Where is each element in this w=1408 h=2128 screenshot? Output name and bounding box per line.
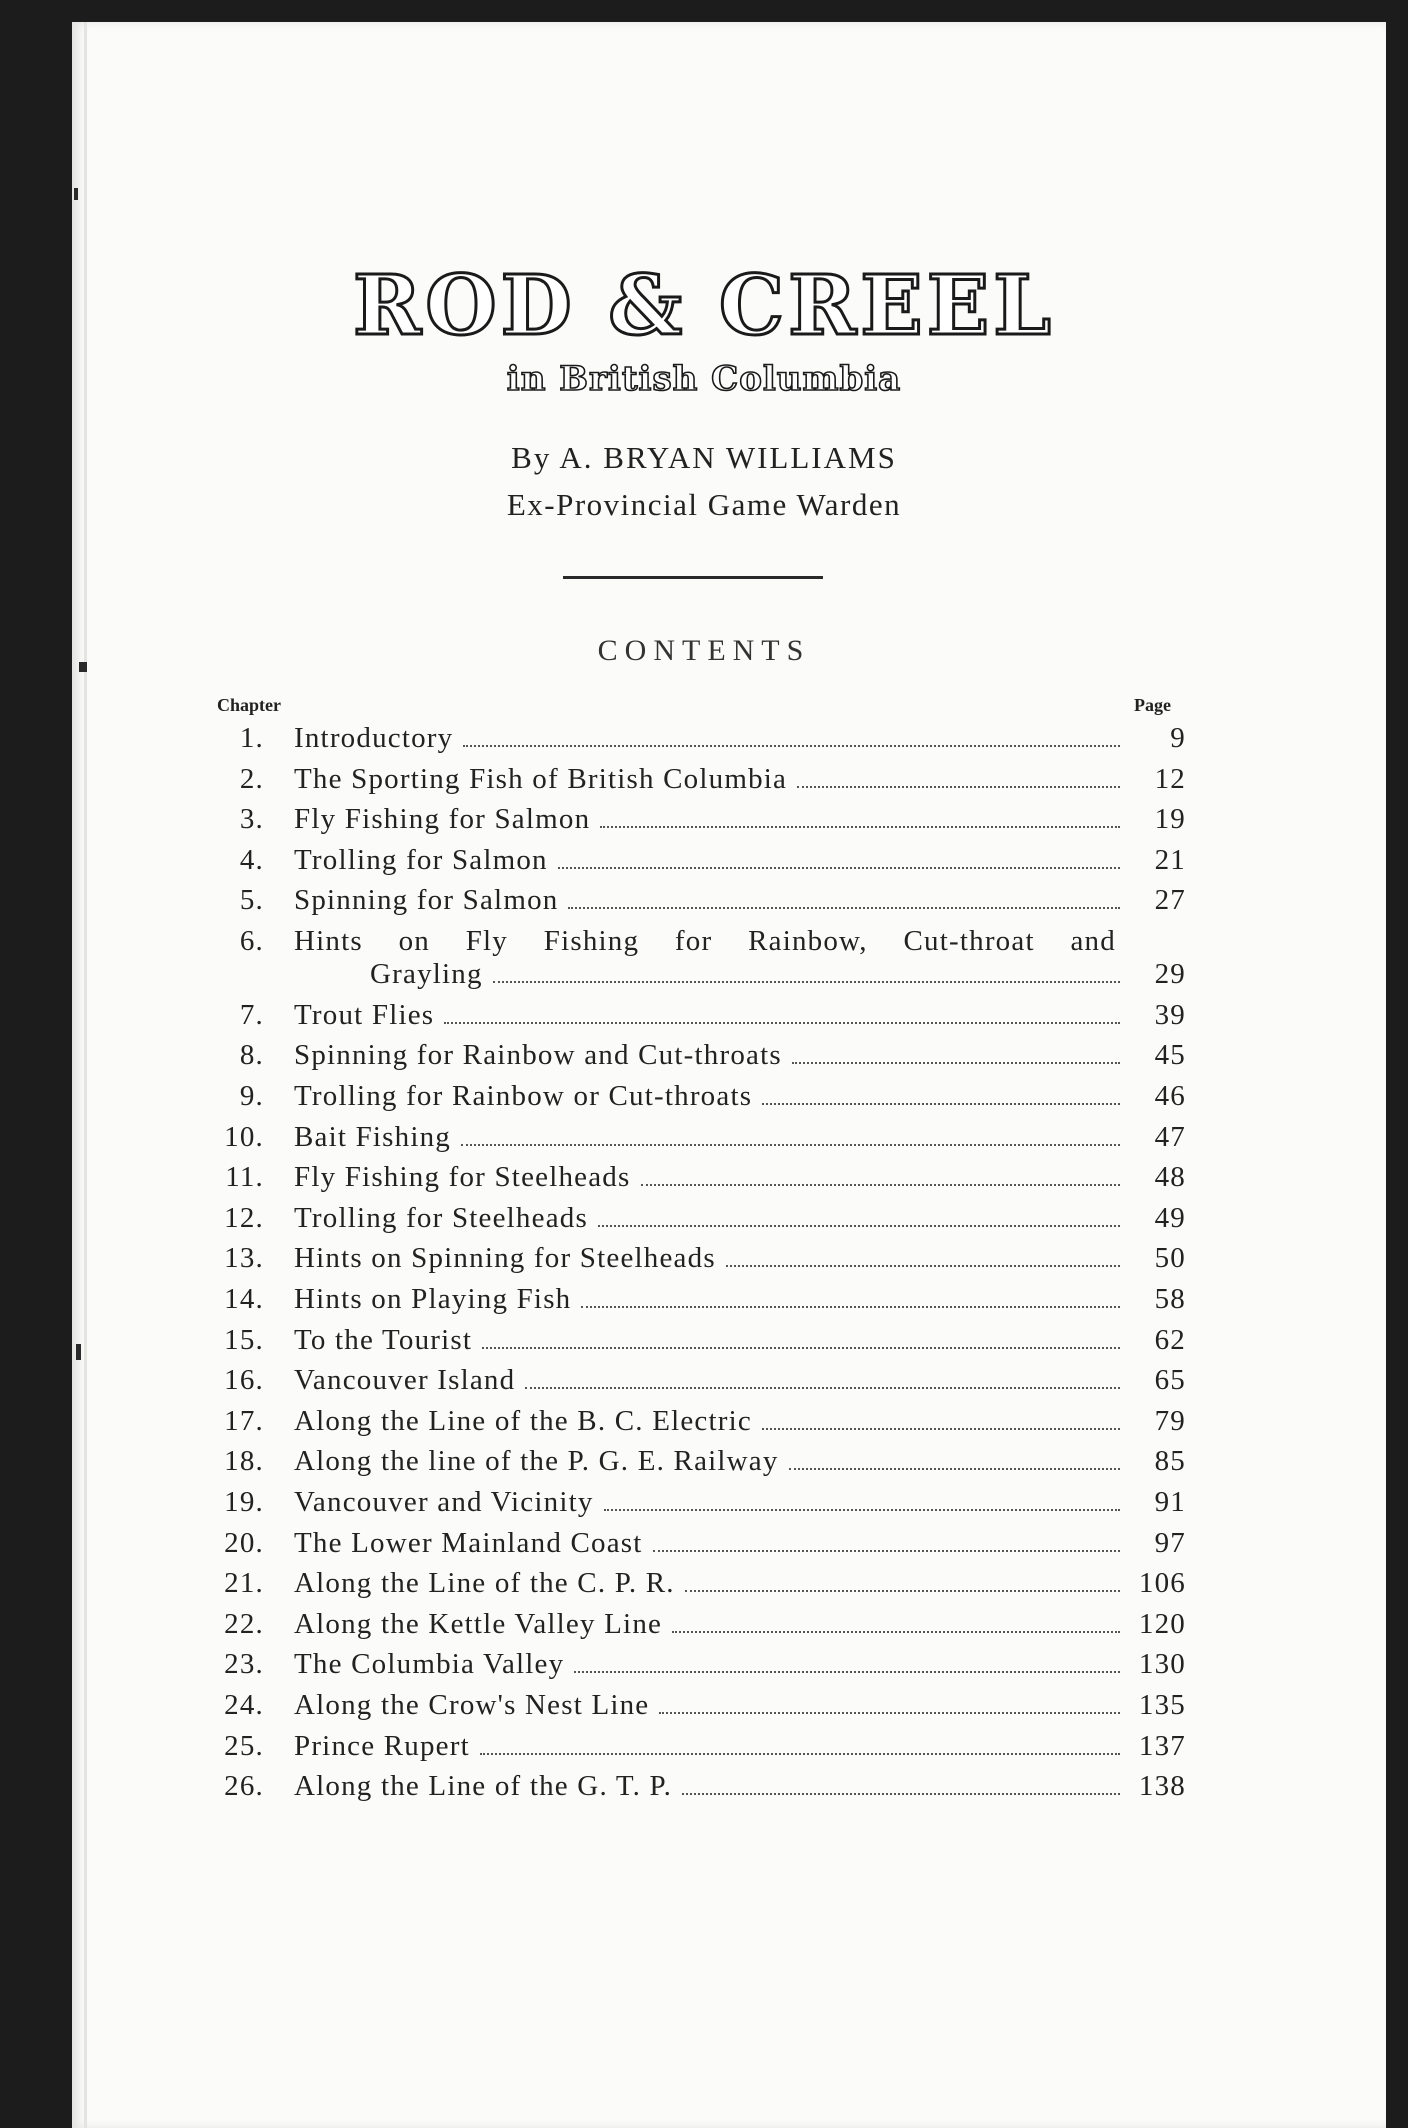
chapter-title-text: Trolling for Rainbow or Cut-throats — [294, 1080, 753, 1113]
dot-leader — [672, 1631, 1120, 1633]
page-number: 46 — [1154, 1080, 1186, 1113]
chapter-title-text: Along the Kettle Valley Line — [294, 1607, 663, 1640]
contents-heading: CONTENTS — [597, 634, 811, 667]
chapter-title-text: To the Tourist — [294, 1323, 473, 1356]
toc-entry — [0, 1401, 1408, 1441]
dot-leader — [574, 1671, 1120, 1673]
chapter-title — [294, 1238, 1120, 1278]
toc-entry — [0, 799, 1408, 839]
chapter-title-text: Trout Flies — [294, 998, 435, 1031]
dot-leader — [525, 1387, 1120, 1389]
page-number: 62 — [1154, 1323, 1186, 1356]
chapter-number: 15. — [224, 1323, 264, 1356]
chapter-title-text: Along the Line of the B. C. Electric — [294, 1404, 752, 1437]
toc-entry — [0, 1482, 1408, 1522]
chapter-title — [294, 759, 1120, 799]
dot-leader — [493, 981, 1120, 983]
chapter-number: 1. — [239, 722, 264, 754]
chapter-number: 7. — [239, 998, 264, 1031]
chapter-title-text: Introductory — [294, 722, 454, 754]
chapter-number: 16. — [224, 1364, 264, 1397]
toc-entry — [0, 1766, 1408, 1806]
chapter-title — [294, 799, 1120, 839]
chapter-number: 14. — [224, 1283, 264, 1316]
chapter-title — [294, 880, 1120, 920]
author-line: By A. BRYAN WILLIAMS — [511, 440, 897, 475]
chapter-number: 9. — [239, 1080, 264, 1113]
dot-leader — [568, 907, 1120, 909]
chapter-title — [294, 1279, 1120, 1319]
page-number: 45 — [1154, 1039, 1186, 1072]
chapter-title — [294, 1726, 1120, 1766]
page-number: 137 — [1138, 1729, 1186, 1762]
toc-entry — [0, 1523, 1408, 1563]
chapter-title — [294, 1482, 1120, 1522]
author-title: Ex-Provincial Game Warden — [506, 487, 902, 522]
toc-entry — [0, 880, 1408, 920]
chapter-title-text: Bait Fishing — [294, 1120, 452, 1153]
chapter-title-text: Along the Line of the G. T. P. — [294, 1770, 673, 1803]
toc-entry — [0, 759, 1408, 799]
book-title: ROD & CREEL — [353, 258, 1055, 354]
chapter-title-text: Spinning for Salmon — [294, 884, 559, 917]
page-number: 9 — [1170, 722, 1186, 754]
chapter-title — [294, 1320, 1120, 1360]
page-number: 106 — [1138, 1567, 1186, 1600]
chapter-number: 17. — [224, 1404, 264, 1437]
chapter-number: 8. — [239, 1039, 264, 1072]
chapter-title-text: Along the Crow's Nest Line — [294, 1689, 650, 1722]
chapter-number: 11. — [225, 1161, 264, 1194]
chapter-title-text: Trolling for Salmon — [294, 843, 548, 876]
chapter-title-word: Cut-throat — [903, 925, 1035, 957]
chapter-title — [294, 1441, 1120, 1481]
toc-entry — [0, 718, 1408, 758]
toc-entry — [0, 1279, 1408, 1319]
chapter-title-text: Hints on Spinning for Steelheads — [294, 1242, 716, 1275]
dot-leader — [641, 1184, 1121, 1186]
dot-leader — [461, 1144, 1120, 1146]
chapter-title — [294, 1523, 1120, 1563]
chapter-number: 13. — [224, 1242, 264, 1275]
chapter-number: 21. — [224, 1567, 264, 1600]
chapter-number: 10. — [224, 1120, 264, 1153]
chapter-title-text: The Lower Mainland Coast — [294, 1526, 643, 1559]
page-number: 19 — [1154, 803, 1186, 836]
page-number: 12 — [1154, 762, 1186, 795]
dot-leader — [789, 1468, 1120, 1470]
chapter-number: 22. — [224, 1607, 264, 1640]
toc-entry — [0, 995, 1408, 1035]
chapter-title-word: Rainbow, — [748, 925, 868, 957]
chapter-title-word: and — [1070, 925, 1116, 957]
dot-leader — [558, 867, 1120, 869]
chapter-title-text: Trolling for Steelheads — [294, 1201, 588, 1234]
chapter-number: 25. — [224, 1729, 264, 1762]
chapter-title — [294, 1198, 1120, 1238]
page-number: 58 — [1154, 1283, 1186, 1316]
page-number: 48 — [1154, 1161, 1186, 1194]
divider-rule — [563, 576, 823, 579]
gutter-mark — [74, 188, 78, 200]
chapter-number: 20. — [224, 1526, 264, 1559]
chapter-title — [294, 1157, 1120, 1197]
chapter-title — [294, 840, 1120, 880]
dot-leader — [463, 745, 1120, 747]
toc-entry — [0, 1238, 1408, 1278]
chapter-title-text: Along the line of the P. G. E. Railway — [294, 1445, 779, 1478]
dot-leader — [581, 1306, 1120, 1308]
chapter-number: 4. — [239, 843, 264, 876]
chapter-title — [294, 1644, 1120, 1684]
chapter-title-text: Vancouver Island — [294, 1364, 516, 1397]
toc-entry — [0, 1644, 1408, 1684]
dot-leader — [685, 1590, 1120, 1592]
dot-leader — [726, 1265, 1120, 1267]
chapter-number: 18. — [224, 1445, 264, 1478]
chapter-title-line2 — [370, 954, 1120, 994]
chapter-title-text: The Sporting Fish of British Columbia — [294, 762, 788, 795]
dot-leader — [797, 786, 1120, 788]
chapter-number: 19. — [224, 1486, 264, 1519]
dot-leader — [762, 1428, 1120, 1430]
dot-leader — [600, 826, 1120, 828]
chapter-number: 26. — [224, 1770, 264, 1803]
chapter-title-text: Grayling — [370, 958, 483, 991]
chapter-number: 5. — [239, 884, 264, 917]
toc-entry — [0, 1685, 1408, 1725]
chapter-title — [294, 1685, 1120, 1725]
dot-leader — [604, 1509, 1120, 1511]
chapter-title-word: Fishing — [543, 925, 640, 957]
chapter-title — [294, 1117, 1120, 1157]
chapter-title-word: for — [674, 925, 713, 957]
page-number: 138 — [1138, 1770, 1186, 1803]
dot-leader — [792, 1062, 1120, 1064]
toc-entry — [0, 1035, 1408, 1075]
page-number: 135 — [1138, 1689, 1186, 1722]
chapter-title — [294, 1076, 1120, 1116]
chapter-column-label: Chapter — [217, 695, 281, 715]
dot-leader — [659, 1712, 1120, 1714]
dot-leader — [482, 1347, 1120, 1349]
page-number: 79 — [1154, 1404, 1186, 1437]
toc-entry — [0, 1198, 1408, 1238]
page-number: 21 — [1154, 843, 1186, 876]
page-number: 120 — [1138, 1607, 1186, 1640]
page-number: 91 — [1154, 1486, 1186, 1519]
toc-entry-continued — [0, 954, 1408, 994]
toc-entry — [0, 1320, 1408, 1360]
page-column-label: Page — [1134, 695, 1171, 715]
chapter-number: 24. — [224, 1689, 264, 1722]
dot-leader — [598, 1225, 1120, 1227]
page-number: 47 — [1154, 1120, 1186, 1153]
chapter-number: 3. — [239, 803, 264, 836]
toc-entry — [0, 840, 1408, 880]
dot-leader — [444, 1022, 1120, 1024]
chapter-title — [294, 1766, 1120, 1806]
toc-entry — [0, 1157, 1408, 1197]
page-number: 130 — [1138, 1648, 1186, 1681]
chapter-number: 6. — [239, 925, 264, 957]
chapter-title — [294, 1035, 1120, 1075]
toc-entry — [0, 1604, 1408, 1644]
page-number: 39 — [1154, 998, 1186, 1031]
page-number: 85 — [1154, 1445, 1186, 1478]
chapter-title-text: Along the Line of the C. P. R. — [294, 1567, 675, 1600]
dot-leader — [682, 1793, 1120, 1795]
chapter-title — [294, 718, 1120, 758]
page-number: 49 — [1154, 1201, 1186, 1234]
chapter-title — [294, 1401, 1120, 1441]
toc-entry — [0, 1726, 1408, 1766]
page-number: 50 — [1154, 1242, 1186, 1275]
chapter-title — [294, 995, 1120, 1035]
chapter-title-text: Hints on Playing Fish — [294, 1283, 572, 1316]
chapter-title — [294, 1360, 1120, 1400]
chapter-title — [294, 1604, 1120, 1644]
chapter-number: 23. — [224, 1648, 264, 1681]
dot-leader — [762, 1103, 1120, 1105]
chapter-title — [294, 1563, 1120, 1603]
chapter-title-text: Spinning for Rainbow and Cut-throats — [294, 1039, 782, 1072]
chapter-title-word: Fly — [465, 925, 509, 957]
chapter-title-text: Prince Rupert — [294, 1729, 470, 1762]
chapter-number: 12. — [224, 1201, 264, 1234]
page-number: 97 — [1154, 1526, 1186, 1559]
toc-entry — [0, 1563, 1408, 1603]
dot-leader — [653, 1550, 1120, 1552]
toc-entry — [0, 1117, 1408, 1157]
toc-entry — [0, 1441, 1408, 1481]
chapter-title-text: Fly Fishing for Salmon — [294, 803, 591, 836]
page-number: 27 — [1154, 884, 1186, 917]
chapter-title-text: Fly Fishing for Steelheads — [294, 1161, 631, 1194]
toc-entry — [0, 1076, 1408, 1116]
book-subtitle: in British Columbia — [506, 359, 902, 399]
chapter-title-word: on — [398, 925, 430, 957]
chapter-title-text: The Columbia Valley — [294, 1648, 565, 1681]
page-number: 65 — [1154, 1364, 1186, 1397]
page-number: 29 — [1154, 958, 1186, 991]
chapter-title-word: Hints — [294, 925, 363, 957]
chapter-number: 2. — [239, 762, 264, 795]
chapter-title-text: Vancouver and Vicinity — [294, 1486, 594, 1519]
toc-entry — [0, 1360, 1408, 1400]
dot-leader — [480, 1753, 1120, 1755]
